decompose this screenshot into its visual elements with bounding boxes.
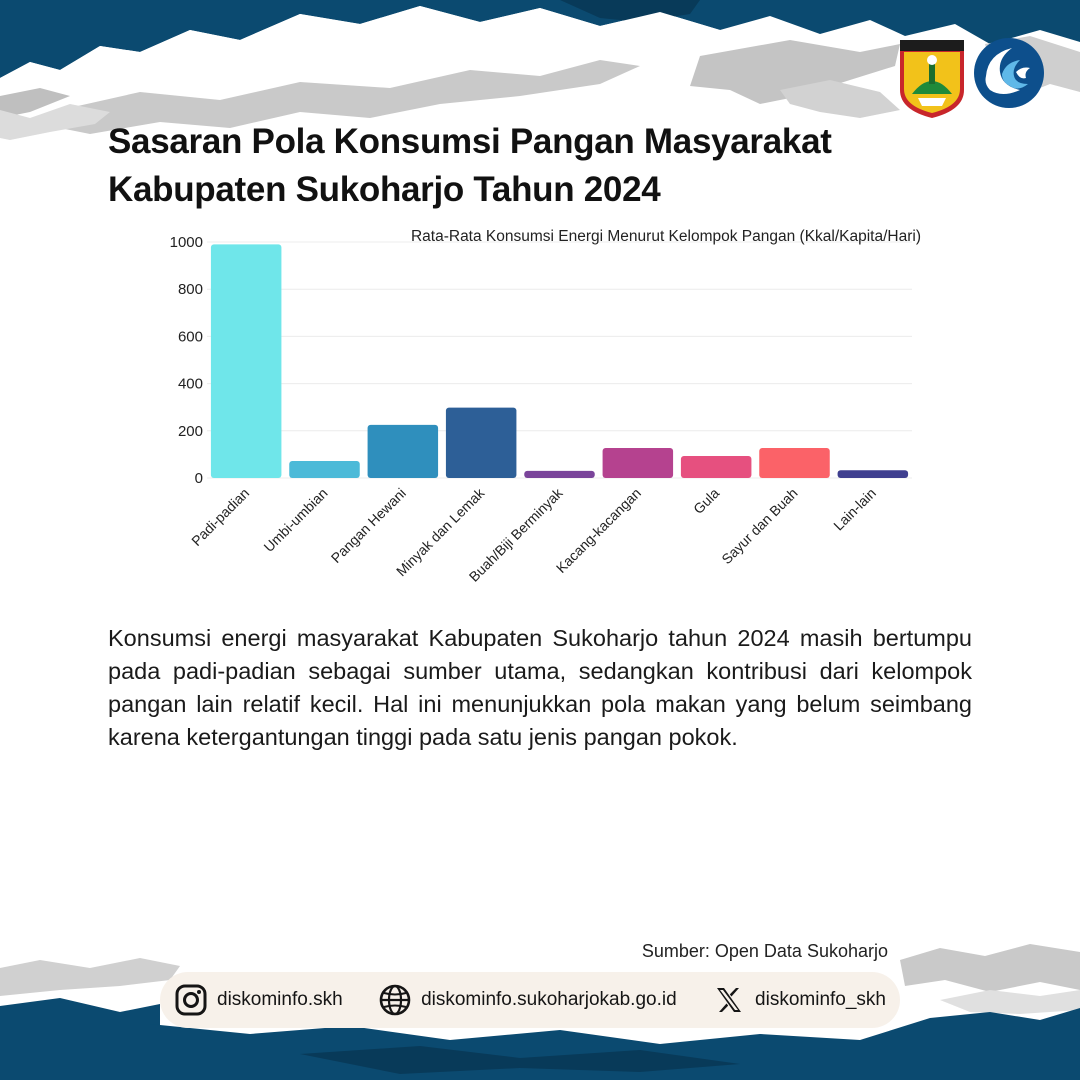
title-line-1: Sasaran Pola Konsumsi Pangan Masyarakat bbox=[108, 122, 832, 161]
bar bbox=[289, 461, 360, 478]
x-tick-label: Buah/Biji Berminyak bbox=[465, 484, 566, 585]
title-line-2: Kabupaten Sukoharjo Tahun 2024 bbox=[108, 170, 661, 209]
kabupaten-sukoharjo-logo bbox=[898, 38, 966, 120]
page-title bbox=[108, 118, 868, 214]
x-tick-label: Padi-padian bbox=[188, 484, 253, 549]
bar-chart bbox=[150, 220, 940, 600]
globe-icon bbox=[378, 983, 412, 1017]
x-tick-label: Umbi-umbian bbox=[260, 484, 331, 555]
website-url: diskominfo.sukoharjokab.go.id bbox=[421, 989, 677, 1010]
bars bbox=[211, 244, 908, 478]
y-tick-label: 600 bbox=[177, 328, 203, 346]
x-tick-label: Lain-lain bbox=[830, 484, 879, 534]
chart-title: Rata-Rata Konsumsi Energi Menurut Kelompok Pangan (Kkal/Kapita/Hari) bbox=[410, 228, 921, 245]
x-tick-label: Minyak dan Lemak bbox=[392, 484, 488, 580]
x-tick-label: Sayur dan Buah bbox=[718, 484, 801, 568]
bar bbox=[211, 244, 282, 478]
instagram-handle: diskominfo.skh bbox=[217, 989, 343, 1010]
kominfo-logo bbox=[972, 36, 1046, 110]
footer-contact-bar bbox=[160, 972, 900, 1028]
x-tick-label: Pangan Hewani bbox=[327, 484, 409, 567]
bar bbox=[759, 448, 830, 478]
x-tick-label: Gula bbox=[690, 484, 723, 518]
source-note: Sumber: Open Data Sukoharjo bbox=[641, 941, 888, 961]
y-axis-ticks bbox=[170, 234, 203, 487]
y-tick-label: 400 bbox=[177, 375, 203, 393]
x-link[interactable] bbox=[712, 983, 886, 1017]
bar bbox=[524, 471, 595, 478]
bar bbox=[681, 456, 752, 478]
y-tick-label: 800 bbox=[177, 281, 203, 299]
bar bbox=[446, 408, 516, 478]
website-link[interactable] bbox=[378, 983, 677, 1017]
y-tick-label: 200 bbox=[177, 422, 203, 440]
bar bbox=[838, 470, 909, 478]
gridlines bbox=[207, 242, 912, 478]
x-axis-labels bbox=[188, 484, 879, 585]
description-paragraph: Konsumsi energi masyarakat Kabupaten Sukoharjo tahun 2024 masih bertumpu pada padi-padian sebagai sumber utama, sedangkan kontribusi dari kelompok pangan lain relatif kecil. Hal ini menunjukkan pola makan yang belum seimbang karena ketergantungan tinggi pada satu jenis pangan pokok. bbox=[108, 625, 972, 750]
x-icon bbox=[712, 983, 746, 1017]
y-tick-label: 1000 bbox=[169, 234, 203, 251]
x-tick-label: Kacang-kacangan bbox=[552, 484, 644, 576]
y-tick-label: 0 bbox=[194, 470, 203, 487]
instagram-link[interactable] bbox=[174, 983, 343, 1017]
bar bbox=[603, 448, 674, 478]
x-handle: diskominfo_skh bbox=[755, 989, 886, 1010]
bar bbox=[368, 425, 439, 478]
instagram-icon bbox=[174, 983, 208, 1017]
